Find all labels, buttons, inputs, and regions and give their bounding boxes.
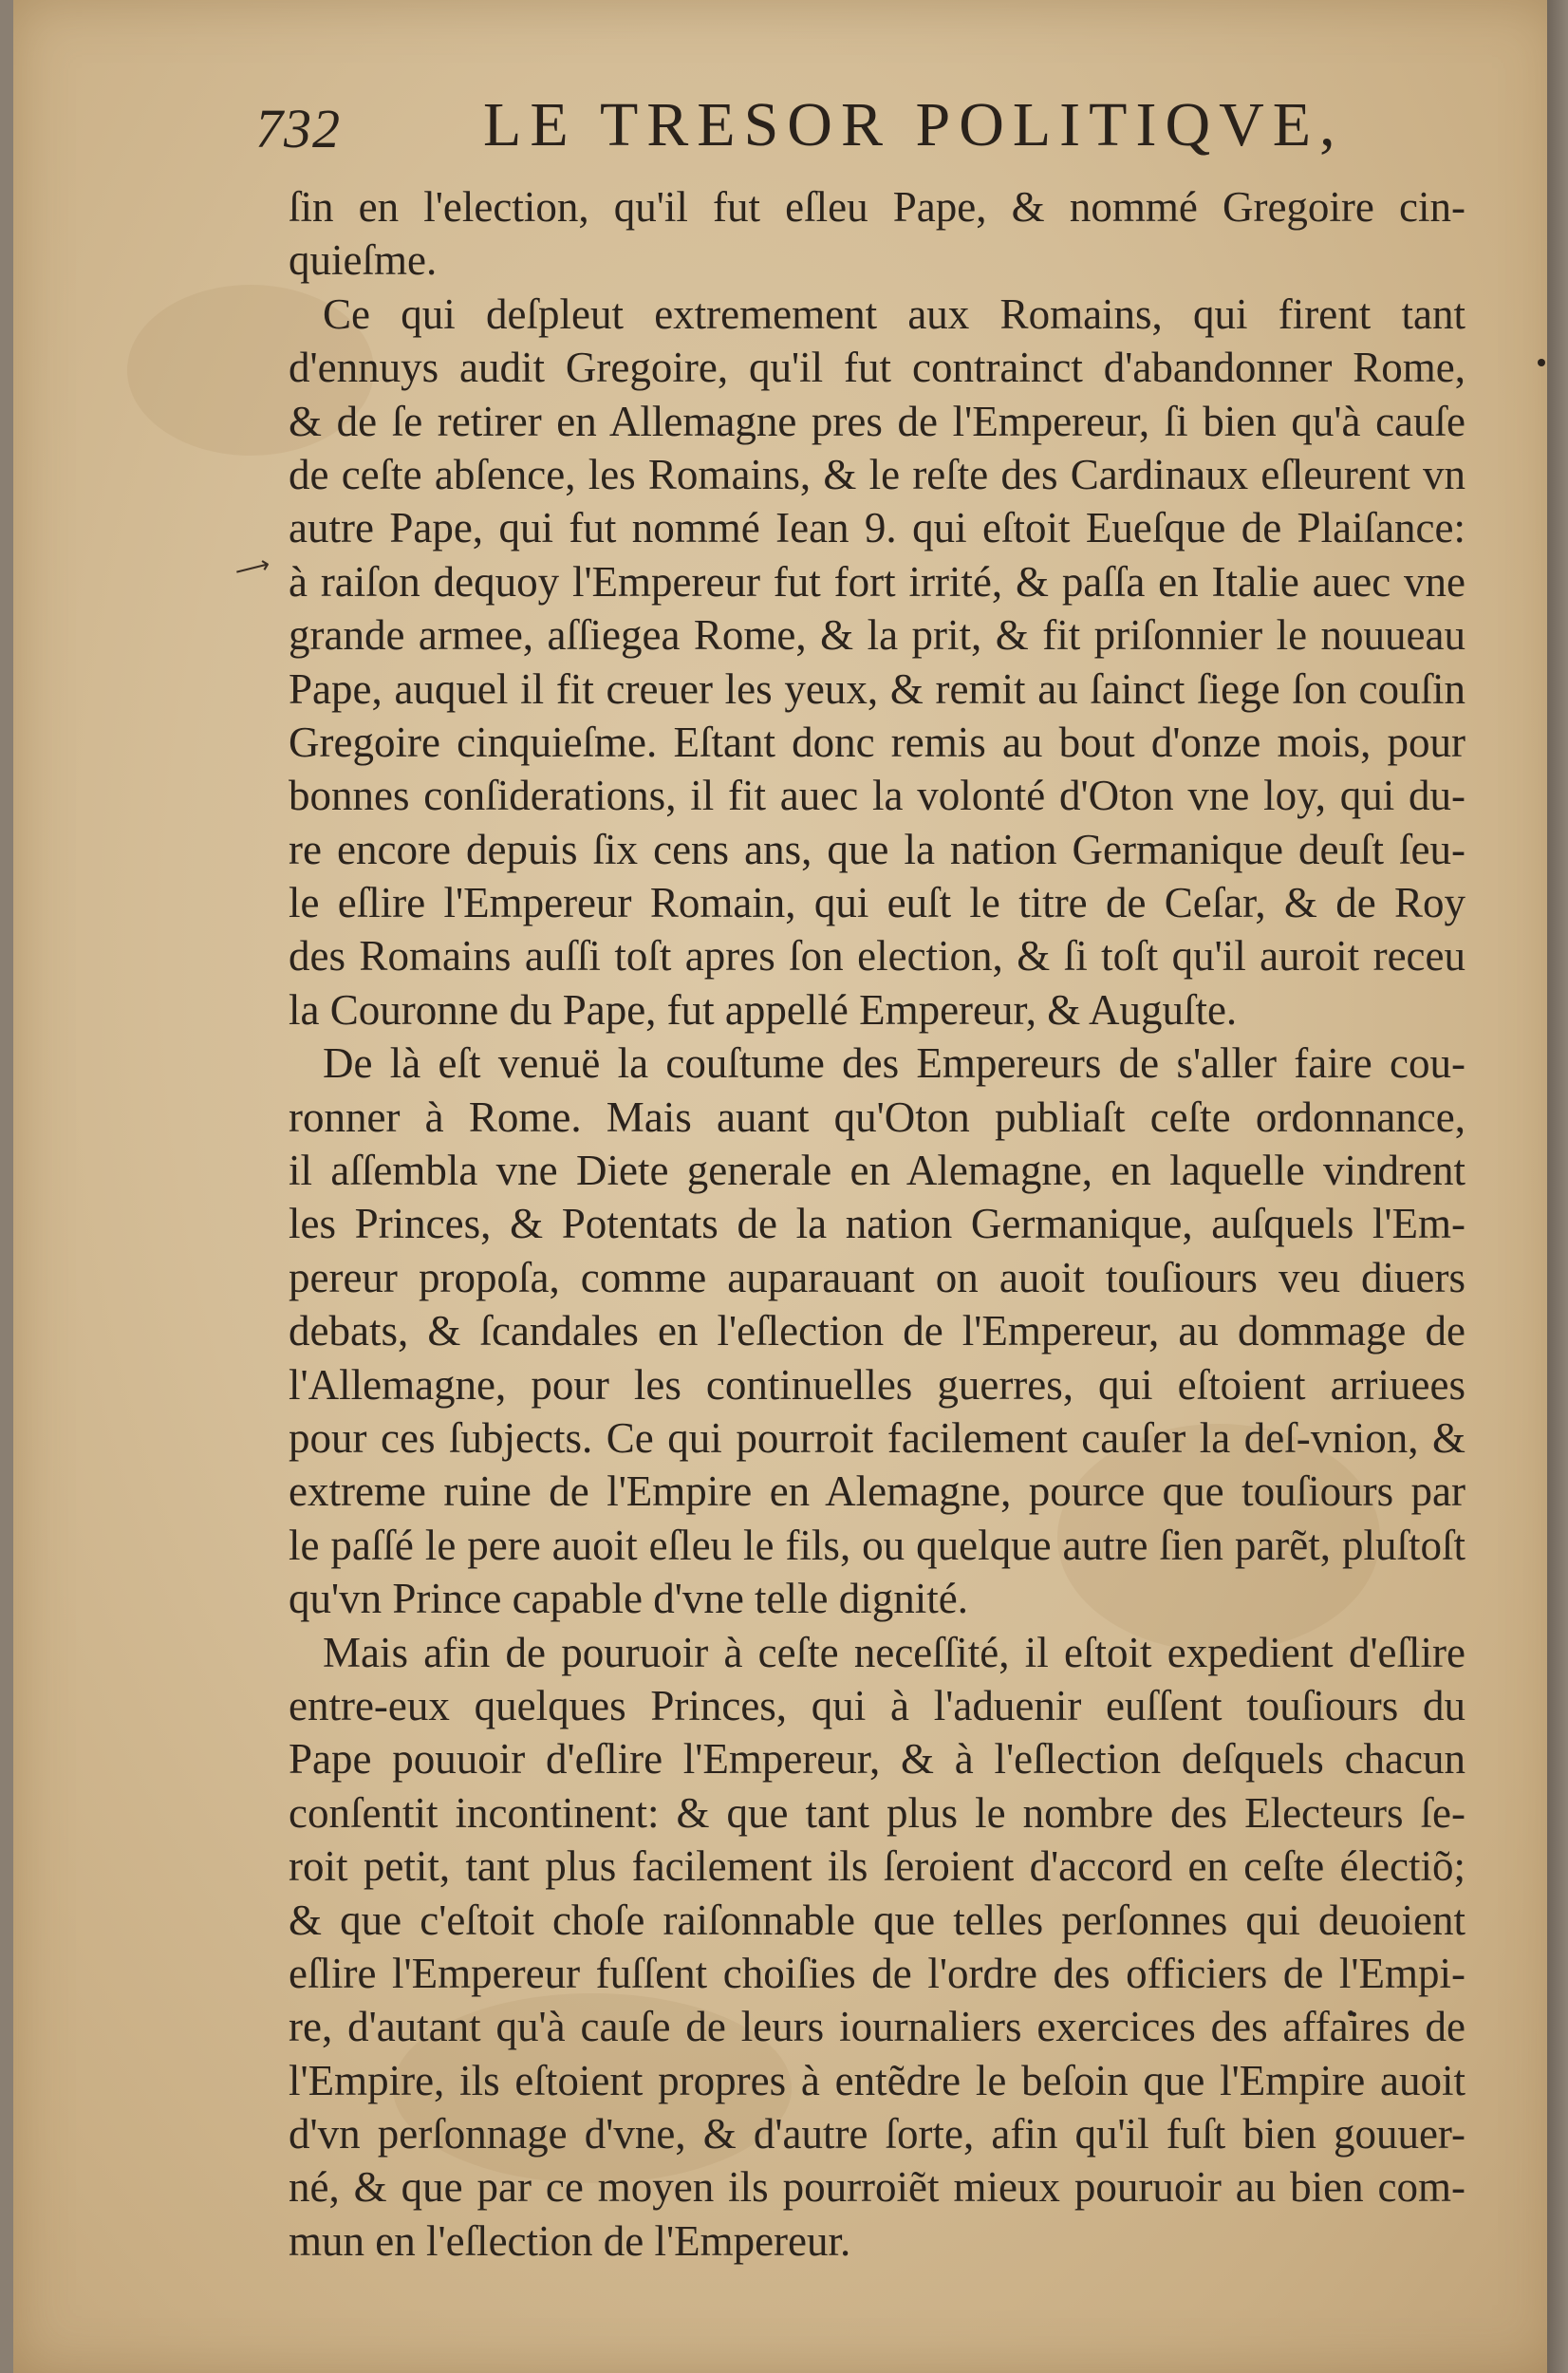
text-line: re encore depuis ſix cens ans, que la nation Germanique deuſt ſeu- bbox=[289, 825, 1465, 873]
running-header bbox=[255, 85, 1480, 171]
text-line: des Romains auſſi toſt apres ſon election, & ſi toſt qu'il auroit receu bbox=[289, 932, 1465, 981]
text-line: re, d'autant qu'à cauſe de leurs iournaliers exercices des affaires de bbox=[289, 2003, 1465, 2051]
text-line: Mais afin de pouruoir à ceſte neceſſité, il eſtoit expedient d'eſlire bbox=[323, 1628, 1465, 1676]
text-line: qu'vn Prince capable d'vne telle dignité. bbox=[289, 1575, 968, 1623]
text-line: à raiſon dequoy l'Empereur fut fort irrité, & paſſa en Italie auec vne bbox=[289, 557, 1465, 606]
body-text bbox=[289, 180, 1465, 2268]
text-line: debats, & ſcandales en l'eſlection de l'Empereur, au dommage de bbox=[289, 1307, 1465, 1355]
text-line: l'Empire, ils eſtoient propres à entẽdre le beſoin que l'Empire auoit bbox=[289, 2056, 1465, 2104]
text-line: roit petit, tant plus facilement ils ſeroient d'accord en ceſte électiõ; bbox=[289, 1842, 1465, 1891]
text-line: de ceſte abſence, les Romains, & le reſte des Cardinaux eſleurent vn bbox=[289, 450, 1465, 498]
text-line: De là eſt venuë la couſtume des Empereurs de s'aller faire cou- bbox=[323, 1039, 1465, 1088]
text-line: Gregoire cinquieſme. Eſtant donc remis au bout d'onze mois, pour bbox=[289, 718, 1465, 766]
text-line: Pape, auquel il fit creuer les yeux, & remit au ſainct ſiege ſon couſin bbox=[289, 664, 1465, 713]
page-number: 732 bbox=[255, 98, 341, 159]
text-line: ſin en l'election, qu'il fut eſleu Pape, & nommé Gregoire cin- bbox=[289, 183, 1465, 231]
text-line: les Princes, & Potentats de la nation Germanique, auſquels l'Em- bbox=[289, 1200, 1465, 1248]
text-line: le paſſé le pere auoit eſleu le fils, ou quelque autre ſien parẽt, pluſtoſt bbox=[289, 1521, 1465, 1569]
text-line: autre Pape, qui fut nommé Iean 9. qui eſtoit Eueſque de Plaiſance: bbox=[289, 504, 1465, 552]
running-title: LE TRESOR POLITIQVE, bbox=[483, 90, 1344, 159]
text-line: il aſſembla vne Diete generale en Alemagne, en laquelle vindrent bbox=[289, 1147, 1465, 1195]
text-line: mun en l'eſlection de l'Empereur. bbox=[289, 2216, 851, 2265]
text-line: entre-eux quelques Princes, qui à l'aduenir euſſent touſiours du bbox=[289, 1681, 1465, 1729]
text-line: d'vn perſonnage d'vne, & d'autre ſorte, afin qu'il fuſt bien gouuer- bbox=[289, 2110, 1465, 2158]
page-edge bbox=[1547, 0, 1568, 2373]
text-line: l'Allemagne, pour les continuelles guerres, qui eſtoient arriuees bbox=[289, 1360, 1465, 1409]
text-line: conſentit incontinent: & que tant plus le nombre des Electeurs ſe- bbox=[289, 1788, 1465, 1837]
text-line: né, & que par ce moyen ils pourroiẽt mieux pouruoir au bien com- bbox=[289, 2163, 1465, 2212]
text-line: grande armee, aſſiegea Rome, & la prit, & fit priſonnier le nouueau bbox=[289, 611, 1465, 660]
text-line: d'ennuys audit Gregoire, qu'il fut contrainct d'abandonner Rome, bbox=[289, 344, 1465, 392]
text-line: pereur propoſa, comme auparauant on auoit touſiours veu diuers bbox=[289, 1253, 1465, 1301]
text-line: bonnes conſiderations, il fit auec la volonté d'Oton vne loy, qui du- bbox=[289, 772, 1465, 820]
ink-dot bbox=[1538, 359, 1545, 366]
text-line: la Couronne du Pape, fut appellé Empereur, & Auguſte. bbox=[289, 985, 1238, 1034]
text-line: pour ces ſubjects. Ce qui pourroit facilement cauſer la deſ-vnion, & bbox=[289, 1413, 1465, 1462]
margin-pointer-mark: ⟶ bbox=[232, 550, 273, 587]
text-line: extreme ruine de l'Empire en Alemagne, pource que touſiours par bbox=[289, 1467, 1465, 1516]
book-page bbox=[13, 0, 1560, 2373]
text-line: eſlire l'Empereur fuſſent choiſies de l'ordre des officiers de l'Empi- bbox=[289, 1949, 1465, 1997]
text-line: ronner à Rome. Mais auant qu'Oton publiaſt ceſte ordonnance, bbox=[289, 1093, 1465, 1141]
text-line: & de ſe retirer en Allemagne pres de l'Empereur, ſi bien qu'à cauſe bbox=[289, 397, 1465, 445]
text-line: & que c'eſtoit choſe raiſonnable que telles perſonnes qui deuoient bbox=[289, 1896, 1465, 1944]
text-line: Ce qui deſpleut extremement aux Romains, qui firent tant bbox=[323, 290, 1465, 338]
text-line: Pape pouuoir d'eſlire l'Empereur, & à l'eſlection deſquels chacun bbox=[289, 1735, 1465, 1784]
text-line: le eſlire l'Empereur Romain, qui euſt le titre de Ceſar, & de Roy bbox=[289, 879, 1465, 927]
text-line: quieſme. bbox=[289, 236, 438, 285]
